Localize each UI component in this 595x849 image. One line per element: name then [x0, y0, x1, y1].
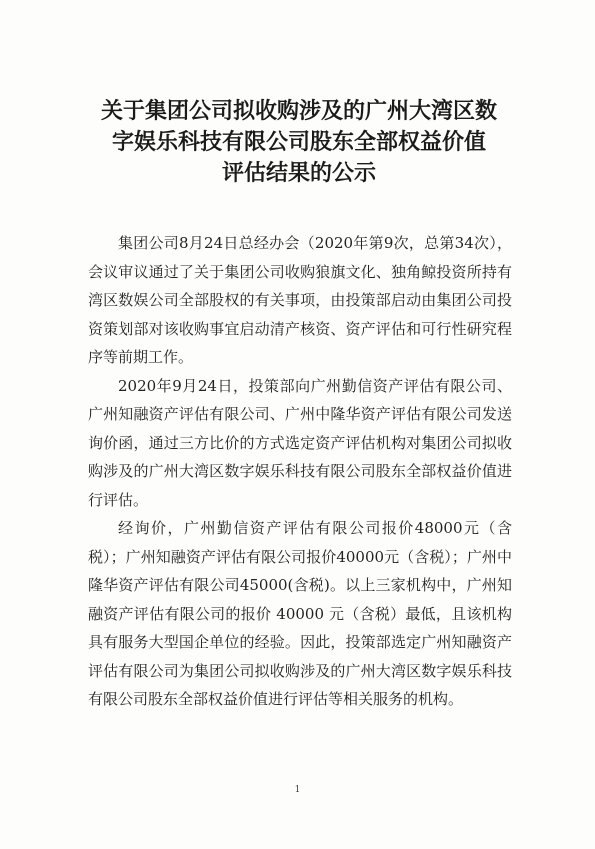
- title-line-1: 关于集团公司拟收购涉及的广州大湾区数: [100, 98, 497, 124]
- page-number: 1: [294, 785, 301, 795]
- document-title: [80, 96, 518, 189]
- paragraph-meeting-decision: 集团公司8月24日总经办会（2020年第9次，总第34次），会议审议通过了关于集团公司收购狼旗文化、独角鲸投资所持有湾区数娱公司全部股权的有关事项，由投策部启动由集团公司投资策划部对该收购事宜启动清产核资、资产评估和可行性研究程序等前期工作。: [88, 234, 512, 366]
- paragraph-inquiry: 2020年9月24日，投策部向广州勤信资产评估有限公司、广州知融资产评估有限公司、广州中隆华资产评估有限公司发送询价函，通过三方比价的方式选定资产评估机构对集团公司拟收购涉及的广州大湾区数字娱乐科技有限公司股东全部权益价值进行评估。: [88, 376, 512, 509]
- title-line-2: 字娱乐科技有限公司股东全部权益价值: [111, 129, 486, 155]
- paragraph-quotation-result: 经询价，广州勤信资产评估有限公司报价48000元（含税）；广州知融资产评估有限公司报价40000元（含税）；广州中隆华资产评估有限公司45000(含税)。以上三家机构中，广州知融资产评估有限公司的报价 40000 元（含税）最低，且该机构具有服务大型国企单位的经验。因此，投策部选定广州知融资产评估有限公司为集团公司拟收购涉及的广州大湾区数字娱乐科技有限公司股东全部权益价值进行评估等相关服务的机构。: [88, 519, 512, 708]
- document-body: [88, 229, 512, 714]
- title-line-3: 评估结果的公示: [221, 160, 376, 186]
